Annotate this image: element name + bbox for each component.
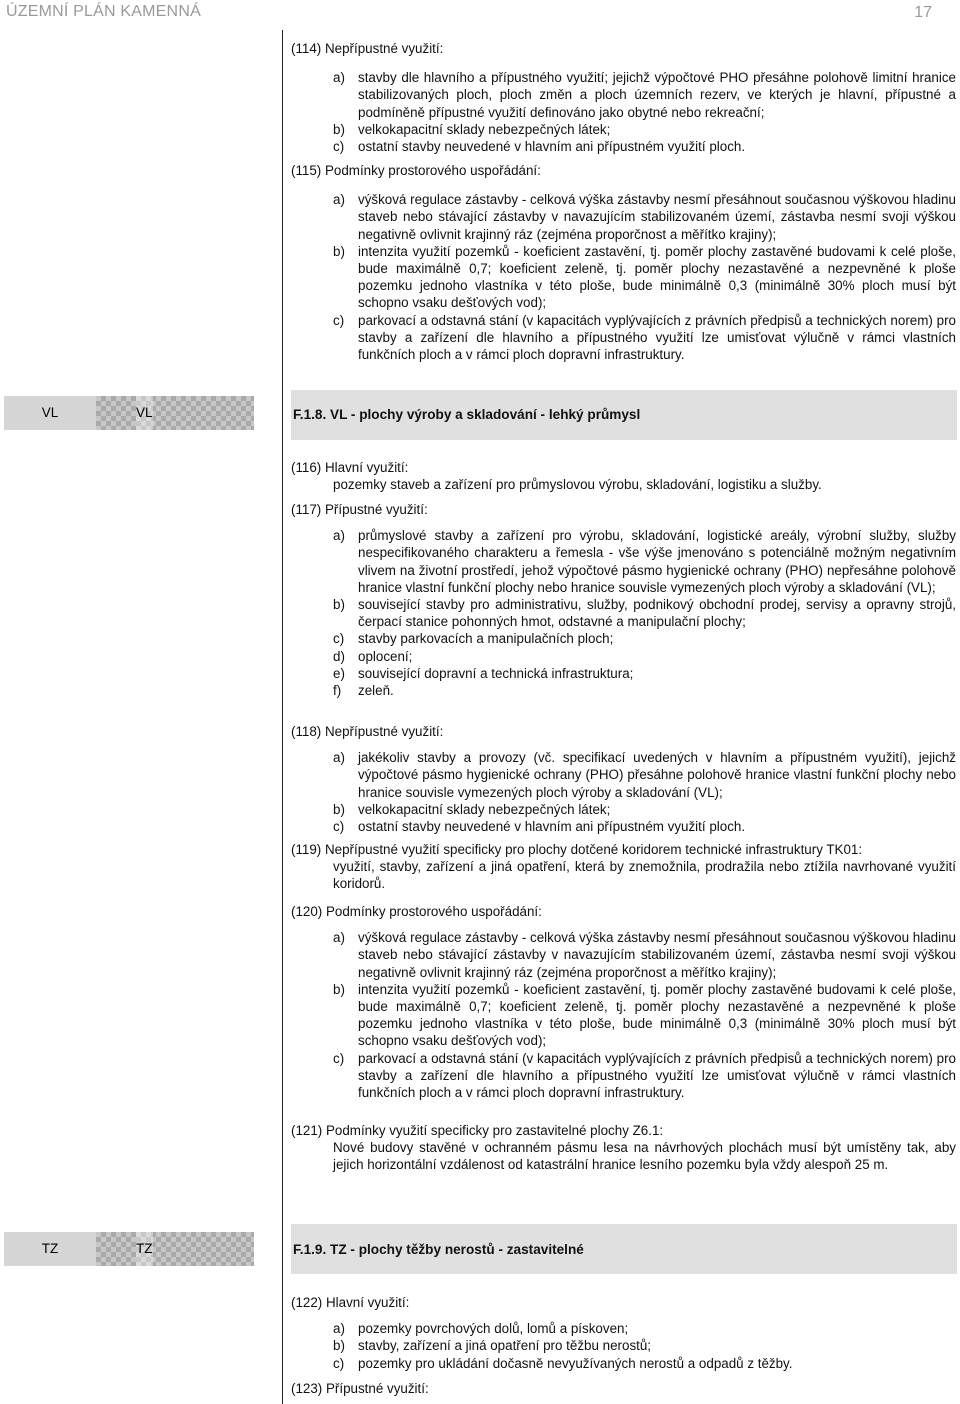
item-label: b) bbox=[333, 981, 345, 997]
list-item bbox=[291, 1320, 956, 1337]
item-label: e) bbox=[333, 665, 345, 681]
paragraph-123 bbox=[291, 1380, 956, 1397]
zone-code-hatched: TZ bbox=[136, 1232, 153, 1266]
zone-tag-tz bbox=[4, 1232, 254, 1266]
item-text: výšková regulace zástavby - celková výška zástavby nesmí přesáhnout současnou výškovou hladinu staveb nebo stávající zástavby v navazujícím stabilizovaném území, zástavba nesmí svoji výškou negativně ovlivnit krajinný ráz (zejména proporčnost a měřítko krajiny); bbox=[358, 930, 956, 980]
list-item bbox=[291, 981, 956, 1050]
paragraph-heading: (116) Hlavní využití: bbox=[291, 460, 409, 475]
item-label: c) bbox=[333, 312, 345, 328]
list-item bbox=[291, 69, 956, 121]
item-label: a) bbox=[333, 528, 345, 544]
item-label: b) bbox=[333, 801, 345, 817]
item-label: a) bbox=[333, 70, 345, 86]
list-item bbox=[291, 1337, 956, 1354]
paragraph-heading: (117) Přípustné využití: bbox=[291, 502, 428, 517]
item-label: b) bbox=[333, 597, 345, 613]
document-title: ÚZEMNÍ PLÁN KAMENNÁ bbox=[6, 3, 201, 20]
item-label: d) bbox=[333, 648, 345, 664]
section-title: F.1.9. TZ - plochy těžby nerostů - zastavitelné bbox=[293, 1242, 584, 1257]
item-label: c) bbox=[333, 631, 345, 647]
list-item bbox=[291, 929, 956, 981]
item-text: výšková regulace zástavby - celková výška zástavby nesmí přesáhnout současnou výškovou hladinu staveb nebo stávající zástavby v navazujícím stabilizovaném území, zástavba nesmí svoji výškou negativně ovlivnit krajinný ráz (zejména proporčnost a měřítko krajiny); bbox=[358, 192, 956, 242]
item-text: oplocení; bbox=[358, 648, 413, 664]
list-item bbox=[291, 527, 956, 596]
list-item bbox=[291, 648, 956, 665]
list-item bbox=[291, 665, 956, 682]
paragraph-heading: (114) Nepřípustné využití: bbox=[291, 41, 444, 56]
paragraph-119 bbox=[291, 841, 956, 893]
item-list bbox=[291, 1320, 956, 1372]
list-item bbox=[291, 138, 956, 155]
item-list bbox=[291, 527, 956, 699]
section-title: F.1.8. VL - plochy výroby a skladování - lehký průmysl bbox=[293, 407, 641, 422]
list-item bbox=[291, 312, 956, 364]
item-label: a) bbox=[333, 750, 345, 766]
list-item bbox=[291, 801, 956, 818]
list-item bbox=[291, 243, 956, 312]
item-text: stavby, zařízení a jiná opatření pro těžbu nerostů; bbox=[358, 1338, 652, 1354]
item-text: ostatní stavby neuvedené v hlavním ani přípustném využití ploch. bbox=[358, 139, 746, 155]
list-item bbox=[291, 1355, 956, 1372]
paragraph-120 bbox=[291, 903, 956, 1101]
item-text: parkovací a odstavná stání (v kapacitách vyplývajících z právních předpisů a technických norem) pro stavby a zařízení dle hlavního a přípustného využití lze umisťovat výlučně v rámci vlastních funkčních ploch a v rámci ploch dopravní infrastruktury. bbox=[358, 312, 956, 363]
item-text: stavby dle hlavního a přípustného využití; jejichž výpočtové PHO přesáhne polohově limitní hranice stabilizovaných ploch, ploch změn a ploch územních rezerv, ve kterých je hlavní, přípustné a podmíněně přípustné využití definováno jako obytné nebo rekreační; bbox=[358, 70, 956, 120]
item-text: pozemky pro ukládání dočasně nevyužívaných nerostů a odpadů z těžby. bbox=[358, 1355, 793, 1371]
page-header bbox=[0, 0, 960, 24]
item-text: jakékoliv stavby a provozy (vč. specifikací uvedených v hlavním a přípustném využití), jejichž výpočtové pásmo hygienické ochrany (PHO) přesáhne polohově hranice vlastní funkční plochy nebo hranice souvisle vymezených ploch výroby a skladování (VL); bbox=[358, 750, 956, 800]
paragraph-122 bbox=[291, 1294, 956, 1372]
item-list bbox=[291, 69, 956, 155]
item-label: b) bbox=[333, 121, 345, 137]
item-list bbox=[291, 191, 956, 363]
zone-code-hatched: VL bbox=[136, 396, 153, 430]
paragraph-116 bbox=[291, 459, 956, 493]
item-label: c) bbox=[333, 139, 345, 155]
paragraph-heading: (119) Nepřípustné využití specificky pro plochy dotčené koridorem technické infrastruktury TK01: bbox=[291, 842, 863, 857]
item-label: a) bbox=[333, 192, 345, 208]
paragraph-heading: (123) Přípustné využití: bbox=[291, 1381, 429, 1396]
item-text: intenzita využití pozemků - koeficient zastavění, tj. poměr plochy zastavěné budovami k celé ploše, bude maximálně 0,7; koeficient zeleně, tj. poměr plochy nezastavěné a nezpevněné k ploše pozemku jednoho vlastníka v této ploše, bude minimálně 0,3 (minimálně 30% ploch musí být schopno vsaku dešťových vod); bbox=[358, 243, 956, 311]
item-label: c) bbox=[333, 1355, 345, 1371]
paragraph-heading: (115) Podmínky prostorového uspořádání: bbox=[291, 163, 541, 178]
item-label: f) bbox=[333, 683, 342, 699]
list-item bbox=[291, 596, 956, 630]
paragraph-text: využití, stavby, zařízení a jiná opatření, která by znemožnila, prodražila nebo ztížila navrhované využití koridorů. bbox=[333, 859, 956, 892]
page-number: 17 bbox=[914, 4, 932, 21]
zone-code: VL bbox=[4, 396, 96, 430]
item-label: c) bbox=[333, 819, 345, 835]
item-list bbox=[291, 929, 956, 1101]
item-text: související dopravní a technická infrastruktura; bbox=[358, 665, 634, 681]
item-list bbox=[291, 749, 956, 835]
item-label: c) bbox=[333, 1050, 345, 1066]
item-text: související stavby pro administrativu, služby, podnikový obchodní prodej, servisy a opravny strojů, čerpací stanice pohonných hmot, odstavné a manipulační plochy; bbox=[358, 597, 956, 630]
item-text: parkovací a odstavná stání (v kapacitách vyplývajících z právních předpisů a technických norem) pro stavby a zařízení dle hlavního a přípustného využití lze umisťovat výlučně v rámci vlastních funkčních ploch a v rámci ploch dopravní infrastruktury. bbox=[358, 1050, 956, 1101]
list-item bbox=[291, 818, 956, 835]
list-item bbox=[291, 1050, 956, 1102]
margin-rule bbox=[282, 30, 283, 1404]
zone-code: TZ bbox=[4, 1232, 96, 1266]
item-label: a) bbox=[333, 930, 345, 946]
list-item bbox=[291, 121, 956, 138]
list-item bbox=[291, 682, 956, 699]
item-text: ostatní stavby neuvedené v hlavním ani přípustném využití ploch. bbox=[358, 819, 746, 835]
item-text: pozemky povrchových dolů, lomů a pískoven; bbox=[358, 1321, 629, 1337]
item-text: velkokapacitní sklady nebezpečných látek; bbox=[358, 801, 611, 817]
zone-hatch-swatch bbox=[96, 1232, 254, 1266]
paragraph-121 bbox=[291, 1122, 956, 1174]
paragraph-115 bbox=[291, 162, 956, 363]
paragraph-heading: (121) Podmínky využití specificky pro zastavitelné plochy Z6.1: bbox=[291, 1123, 664, 1138]
paragraph-heading: (122) Hlavní využití: bbox=[291, 1295, 410, 1310]
item-label: b) bbox=[333, 243, 345, 259]
item-text: stavby parkovacích a manipulačních ploch; bbox=[358, 631, 614, 647]
item-text: průmyslové stavby a zařízení pro výrobu, skladování, logistické areály, výrobní služby, služby nespecifikovaného charakteru a řemesla - vše výše jmenováno s potenciálně možným negativním vlivem na životní prostředí, jehož výpočtové pásmo hygienické ochrany (PHO) nepřesáhne polohově hranice vlastní funkční plochy nebo hranice souvisle vymezených ploch výroby a skladování (VL); bbox=[358, 528, 956, 595]
paragraph-heading: (118) Nepřípustné využití: bbox=[291, 724, 444, 739]
paragraph-118 bbox=[291, 723, 956, 835]
list-item bbox=[291, 191, 956, 243]
item-text: intenzita využití pozemků - koeficient zastavění, tj. poměr plochy zastavěné budovami k celé ploše, bude maximálně 0,7; koeficient zeleně, tj. poměr plochy nezastavěné a nezpevněné k ploše pozemku jednoho vlastníka v této ploše, bude minimálně 0,3 (minimálně 30% ploch musí být schopno vsaku dešťových vod); bbox=[358, 981, 956, 1049]
item-text: zeleň. bbox=[358, 683, 394, 699]
section-bar-vl bbox=[291, 390, 957, 440]
paragraph-text: Nové budovy stavěné v ochranném pásmu lesa na návrhových plochách musí být umístěny tak, aby jejich horizontální vzdálenost od katastrální hranice lesního pozemku byla vždy alespoň 25 m. bbox=[333, 1140, 956, 1173]
paragraph-heading: (120) Podmínky prostorového uspořádání: bbox=[291, 904, 542, 919]
item-label: b) bbox=[333, 1338, 345, 1354]
section-bar-tz bbox=[291, 1224, 957, 1274]
list-item bbox=[291, 630, 956, 647]
zone-tag-vl bbox=[4, 396, 254, 430]
paragraph-117 bbox=[291, 501, 956, 699]
zone-hatch-swatch bbox=[96, 396, 254, 430]
item-label: a) bbox=[333, 1321, 345, 1337]
item-text: velkokapacitní sklady nebezpečných látek; bbox=[358, 121, 611, 137]
paragraph-text: pozemky staveb a zařízení pro průmyslovou výrobu, skladování, logistiku a služby. bbox=[333, 477, 822, 493]
paragraph-114 bbox=[291, 40, 956, 155]
list-item bbox=[291, 749, 956, 801]
